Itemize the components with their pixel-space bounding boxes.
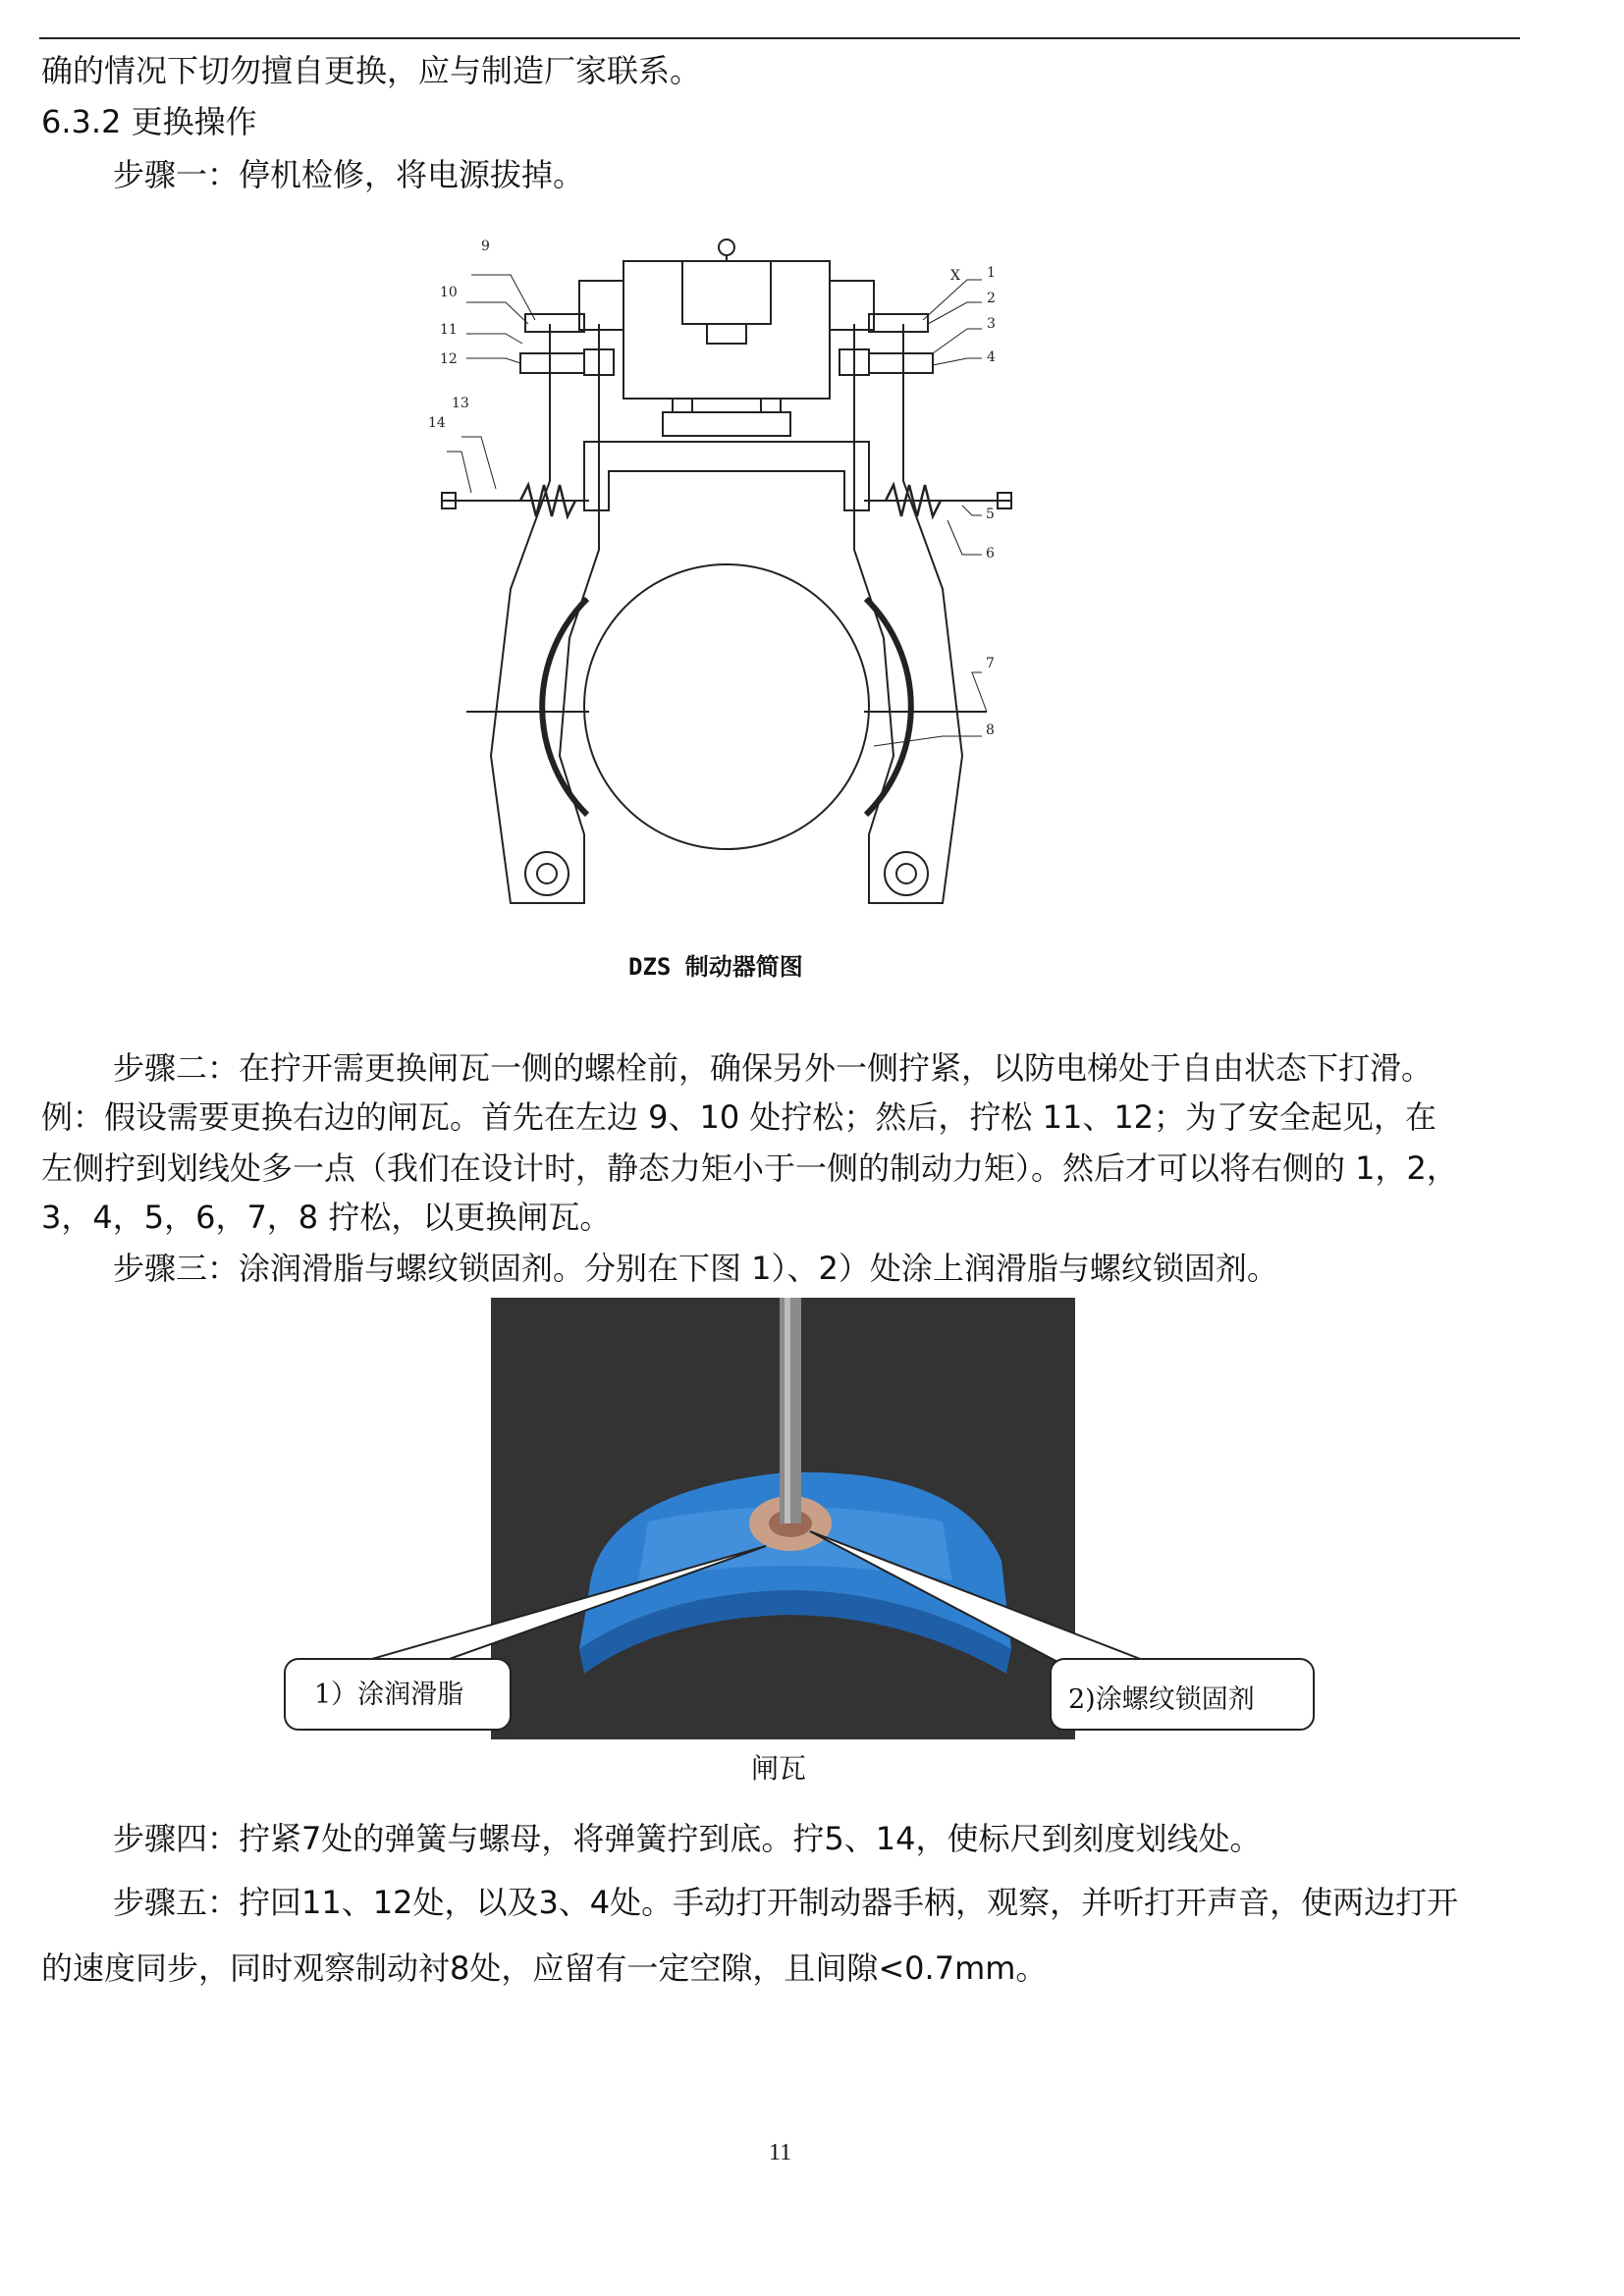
section-heading: 6.3.2 更换操作 bbox=[41, 103, 257, 140]
text-line-1: 确的情况下切勿擅自更换，应与制造厂家联系。 bbox=[41, 52, 702, 89]
label-1: 1 bbox=[987, 265, 996, 281]
text-line-7: 3，4，5，6，7，8 拧松，以更换闸瓦。 bbox=[41, 1199, 612, 1236]
label-10: 10 bbox=[440, 285, 458, 300]
text-line-5: 例：假设需要更换右边的闸瓦。首先在左边 9、10 处拧松；然后，拧松 11、12；为了安全起见，在 bbox=[41, 1098, 1437, 1136]
text-line-11: 的速度同步，同时观察制动衬8处，应留有一定空隙，且间隙<0.7mm。 bbox=[41, 1949, 1048, 1987]
step-5: 步骤五：拧回11、12处，以及3、4处。手动打开制动器手柄，观察，并听打开声音，使两边打开 bbox=[113, 1884, 1459, 1921]
figure-2-caption: 闸瓦 bbox=[751, 1752, 807, 1785]
header-rule bbox=[39, 37, 1520, 39]
label-x: X bbox=[950, 268, 960, 284]
callout-lubricant: 1）涂润滑脂 bbox=[314, 1680, 464, 1710]
page-number: 11 bbox=[769, 2140, 792, 2165]
label-5: 5 bbox=[986, 507, 995, 522]
label-9: 9 bbox=[481, 239, 490, 254]
brake-diagram bbox=[412, 226, 1041, 1001]
label-3: 3 bbox=[987, 316, 996, 332]
label-4: 4 bbox=[987, 349, 996, 365]
label-2: 2 bbox=[987, 291, 996, 306]
brake-shoe-photo bbox=[275, 1296, 1326, 1767]
label-11: 11 bbox=[440, 322, 458, 338]
label-13: 13 bbox=[452, 396, 469, 411]
callout-threadlocker: 2)涂螺纹锁固剂 bbox=[1068, 1684, 1255, 1715]
brake-schematic-figure bbox=[412, 226, 1041, 1001]
step-3: 步骤三：涂润滑脂与螺纹锁固剂。分别在下图 1）、2）处涂上润滑脂与螺纹锁固剂。 bbox=[113, 1250, 1278, 1287]
brake-shoe-photo-figure bbox=[275, 1296, 1326, 1767]
label-7: 7 bbox=[986, 656, 995, 671]
text-line-6: 左侧拧到划线处多一点（我们在设计时，静态力矩小于一侧的制动力矩）。然后才可以将右侧的 1，2， bbox=[41, 1149, 1458, 1187]
label-14: 14 bbox=[428, 415, 446, 431]
label-6: 6 bbox=[986, 546, 995, 561]
step-4: 步骤四：拧紧7处的弹簧与螺母，将弹簧拧到底。拧5、14，使标尺到刻度划线处。 bbox=[113, 1820, 1262, 1857]
label-8: 8 bbox=[986, 722, 995, 738]
step-1: 步骤一：停机检修，将电源拔掉。 bbox=[113, 156, 585, 193]
label-12: 12 bbox=[440, 351, 458, 367]
step-2: 步骤二：在拧开需更换闸瓦一侧的螺栓前，确保另外一侧拧紧，以防电梯处于自由状态下打滑。 bbox=[113, 1049, 1434, 1087]
figure-1-caption: DZS 制动器简图 bbox=[628, 953, 803, 981]
